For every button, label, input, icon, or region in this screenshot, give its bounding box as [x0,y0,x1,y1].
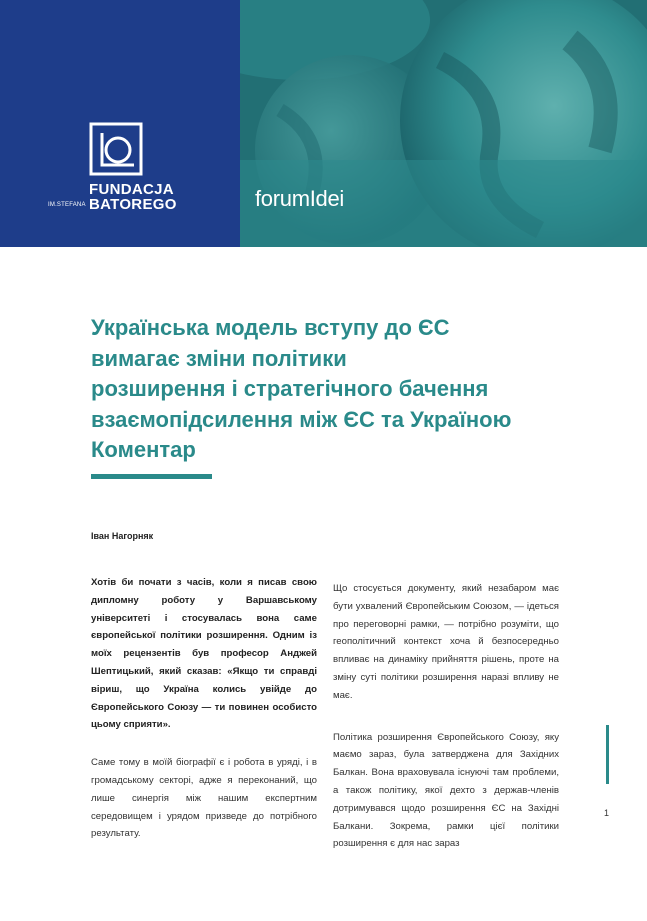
title-subtitle: Коментар [91,437,196,462]
header [0,0,647,247]
title-line: розширення і стратегічного бачення [91,376,489,401]
program-label: forumIdei [255,186,345,211]
author-name: Іван Нагорняк [91,531,154,541]
page-number: 1 [604,808,610,818]
title-line: вимагає зміни політики [91,345,347,371]
side-accent-bar [606,725,609,784]
left-column [91,574,317,843]
document-title [91,313,591,466]
brand-panel [0,0,240,247]
lead-paragraph: Хотів би почати з часів, коли я писав свою дипломну роботу у Варшавському університеті і стосувалась вона саме європейської політики розширення. Одним із моїх рецензентів був професор Анджей Шептицький, який сказав: «Якщо ти справді віриш, що Україна колись увійде до Європейського Союзу — ти повинен особисто цьому сприяти». [91,577,317,731]
body-paragraph: Політика розширення Європейського Союзу, яку маємо зараз, була затверджена для Західних Балкан. Вона враховувала існуючі там проблеми, а також політику, якої дехто з держав-членів дотримувався щодо розширення ЄС на Західні Балкани. Зокрема, рамки цієї політики розширення є для нас зараз [333,731,559,850]
org-small-label: IM.STEFANA [48,202,86,208]
title-line: Українська модель вступу до ЄС [91,315,450,340]
body-paragraph: Саме тому в моїй біографії є і робота в уряді, і в громадському секторі, адже я переконаний, що лише синергія між нашим експертним середовищем і урядом призведе до потрібного результату. [91,757,317,840]
fundacja-batorego-logo-icon [88,121,144,177]
right-column [333,580,559,853]
body-paragraph: Що стосується документу, який незабаром має бути ухвалений Європейським Союзом, — ідеться про переговорні рамки, — потрібно розуміти, що геополітичний контекст хоча й безпосередньо впливає на динаміку прийняття рішень, проте на зміну суті політики розширення наразі впливу не має. [333,583,559,701]
org-name-line1: FUNDACJA [89,181,174,198]
org-name-line2: BATOREGO [89,196,177,213]
title-rule [91,474,212,479]
title-line: взаємопідсилення між ЄС та Україною [91,406,512,432]
